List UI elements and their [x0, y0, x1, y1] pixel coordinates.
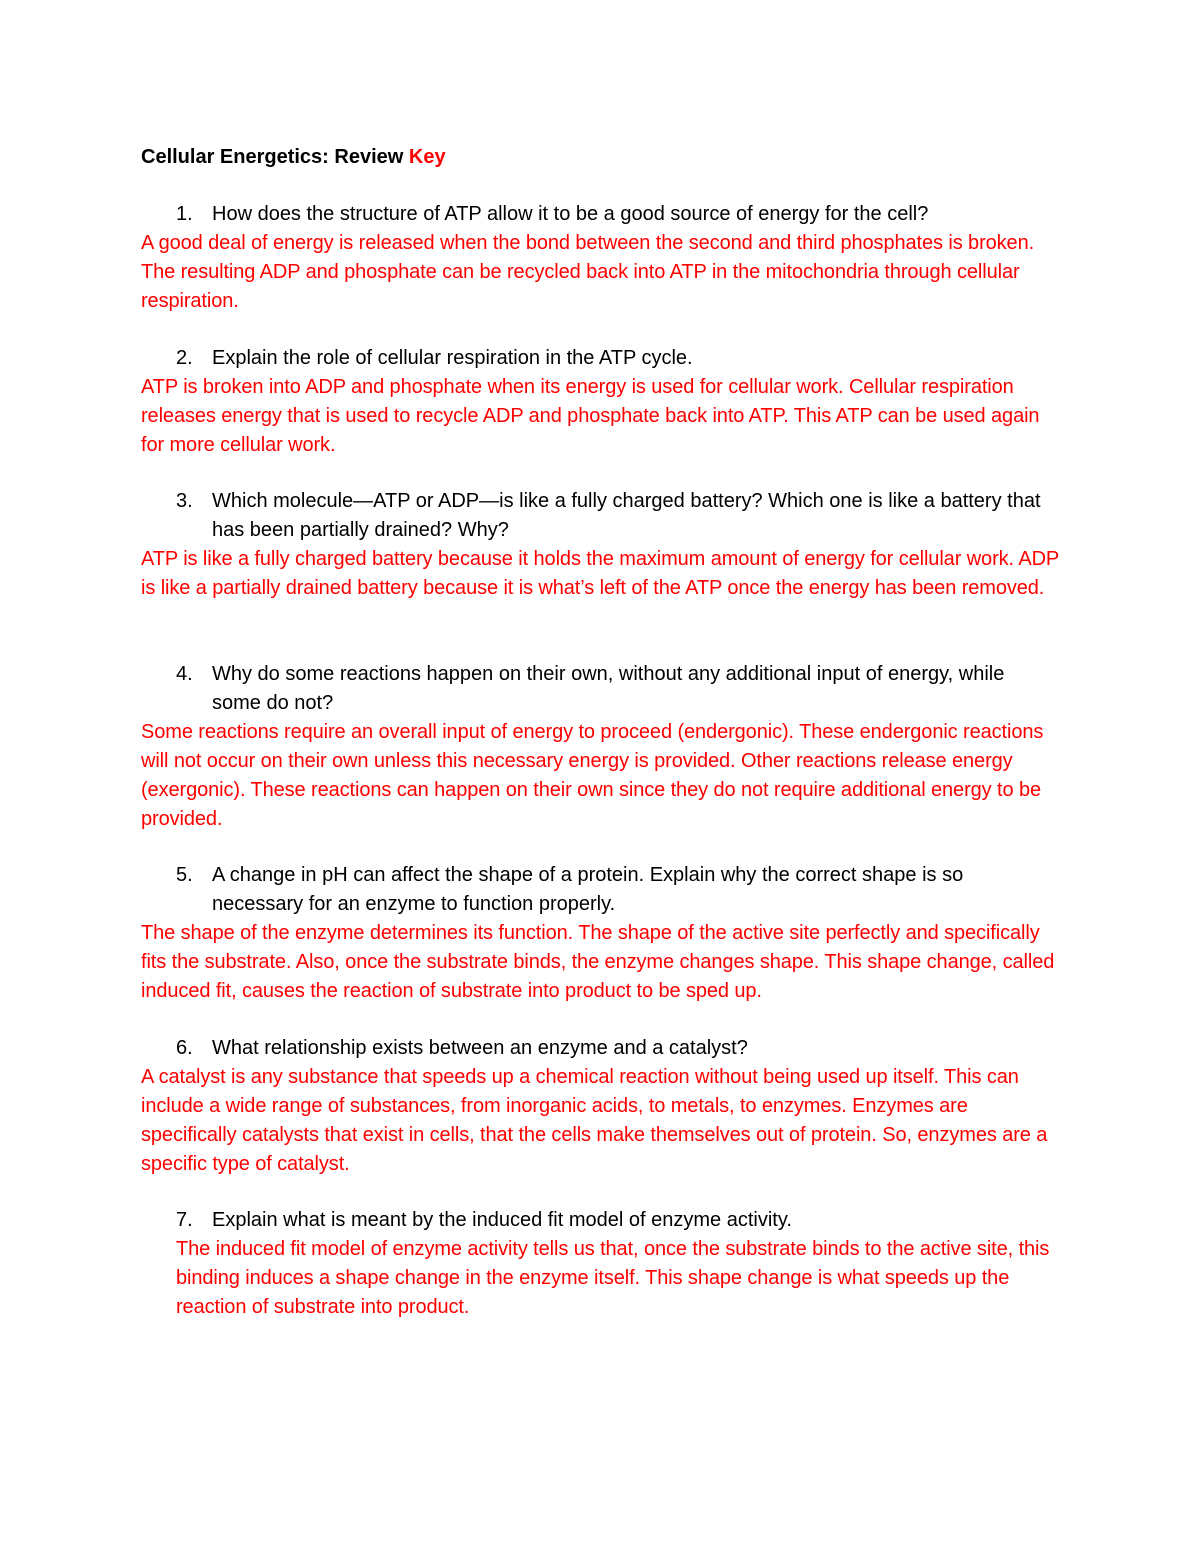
question-text: How does the structure of ATP allow it to be a good source of energy for the cell? — [212, 203, 929, 225]
question-4 — [176, 660, 1056, 718]
question-number: 6. — [176, 1037, 193, 1059]
question-text: Why do some reactions happen on their own, without any additional input of energy, while some do not? — [212, 663, 1005, 714]
question-text: What relationship exists between an enzyme and a catalyst? — [212, 1037, 748, 1059]
question-number: 5. — [176, 864, 193, 886]
question-5 — [176, 861, 1056, 919]
answer-5: The shape of the enzyme determines its function. The shape of the active site perfectly and specifically fits the substrate. Also, once the substrate binds, the enzyme changes shape. This shape change, called induced fit, causes the reaction of substrate into product to be sped up. — [141, 922, 1055, 1002]
question-text: A change in pH can affect the shape of a protein. Explain why the correct shape is so necessary for an enzyme to function properly. — [212, 864, 964, 915]
question-6 — [176, 1034, 1056, 1063]
question-7 — [176, 1206, 1056, 1235]
answer-6: A catalyst is any substance that speeds up a chemical reaction without being used up itself. This can include a wide range of substances, from inorganic acids, to metals, to enzymes. Enzymes are specifically catalysts that exist in cells, that the cells make themselves out of protein. So, enzymes are a specific type of catalyst. — [141, 1066, 1048, 1175]
question-3 — [176, 487, 1056, 545]
question-number: 4. — [176, 663, 193, 685]
document-title — [141, 143, 446, 172]
question-number: 2. — [176, 347, 193, 369]
question-number: 3. — [176, 490, 193, 512]
question-text: Explain what is meant by the induced fit model of enzyme activity. — [212, 1209, 792, 1231]
answer-7: The induced fit model of enzyme activity tells us that, once the substrate binds to the active site, this binding induces a shape change in the enzyme itself. This shape change is what speeds up the reaction of substrate into product. — [176, 1238, 1050, 1318]
question-number: 1. — [176, 203, 193, 225]
title-main: Cellular Energetics: Review — [141, 146, 409, 168]
answer-2: ATP is broken into ADP and phosphate when its energy is used for cellular work. Cellular respiration releases energy that is used to recycle ADP and phosphate back into ATP. This ATP can be used again for more cellular work. — [141, 376, 1040, 456]
question-text: Which molecule—ATP or ADP—is like a fully charged battery? Which one is like a battery that has been partially drained? Why? — [212, 490, 1041, 541]
title-key: Key — [408, 146, 446, 168]
question-1 — [176, 200, 1056, 229]
answer-4: Some reactions require an overall input of energy to proceed (endergonic). These endergonic reactions will not occur on their own unless this necessary energy is provided. Other reactions release energy (exergonic). These reactions can happen on their own since they do not require additional energy to be provided. — [141, 721, 1044, 830]
question-number: 7. — [176, 1209, 193, 1231]
question-2 — [176, 344, 1056, 373]
answer-3: ATP is like a fully charged battery because it holds the maximum amount of energy for cellular work. ADP is like a partially drained battery because it is what’s left of the ATP once the energy has been removed. — [141, 548, 1059, 599]
answer-1: A good deal of energy is released when the bond between the second and third phosphates is broken. The resulting ADP and phosphate can be recycled back into ATP in the mitochondria through cellular respiration. — [141, 232, 1035, 312]
question-text: Explain the role of cellular respiration in the ATP cycle. — [212, 347, 693, 369]
